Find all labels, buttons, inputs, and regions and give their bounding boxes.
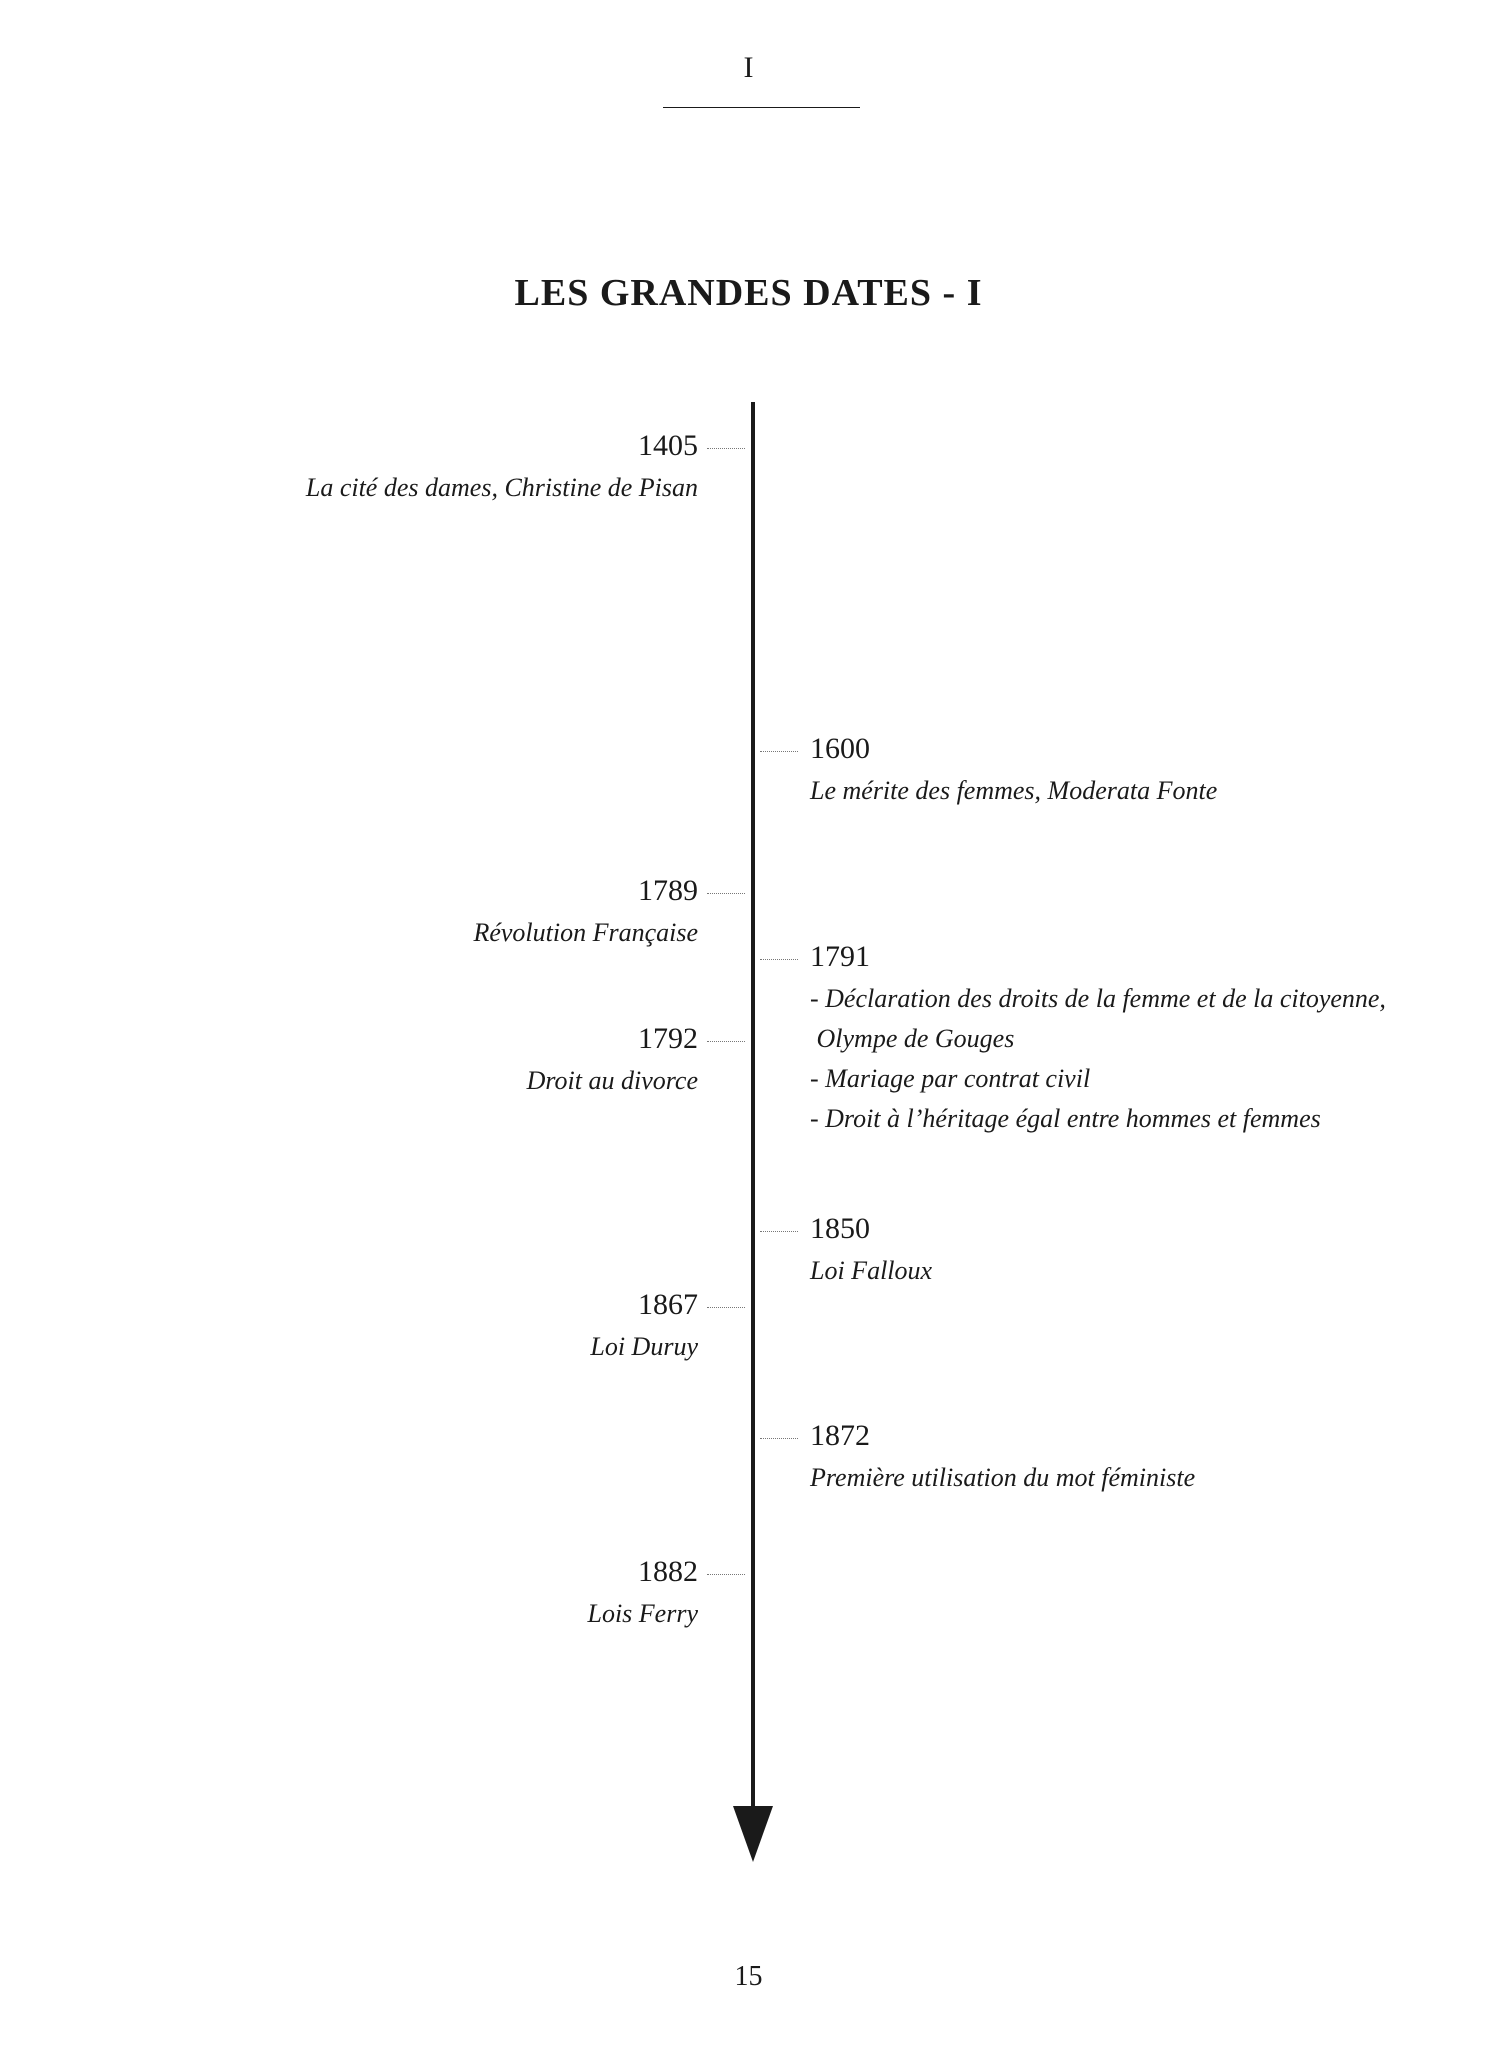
timeline-tick: [760, 959, 798, 960]
event-description-line: Première utilisation du mot féministe: [810, 1463, 1196, 1492]
timeline-tick: [707, 1041, 745, 1042]
timeline-event-left: [527, 1021, 698, 1101]
page-number: 15: [734, 1961, 763, 1992]
timeline-tick: [707, 448, 745, 449]
timeline-event-left: [590, 1287, 698, 1367]
timeline-tick: [707, 893, 745, 894]
chapter-number: I: [743, 51, 754, 84]
timeline-arrow-icon: [733, 1806, 773, 1862]
event-description: Loi Duruy: [590, 1332, 698, 1361]
timeline-tick: [760, 751, 798, 752]
timeline-tick: [707, 1307, 745, 1308]
event-description-line: Le mérite des femmes, Moderata Fonte: [810, 776, 1218, 805]
timeline-axis: [751, 402, 755, 1812]
timeline-tick: [707, 1574, 745, 1575]
page-title: LES GRANDES DATES - I: [514, 272, 983, 314]
event-description-line: Olympe de Gouges: [810, 1024, 1015, 1053]
event-year: 1405: [638, 429, 698, 462]
event-description: [810, 771, 1217, 811]
event-year: 1600: [810, 732, 870, 765]
event-description-line: Loi Falloux: [810, 1256, 933, 1285]
event-description-line: - Déclaration des droits de la femme et de la citoyenne,: [810, 984, 1386, 1013]
timeline-event-right: [810, 1418, 1195, 1498]
event-year: 1872: [810, 1419, 870, 1452]
event-year: 1882: [638, 1555, 698, 1588]
event-year: 1789: [638, 874, 698, 907]
event-description: [810, 1251, 932, 1291]
timeline-event-left: [473, 873, 698, 953]
event-description-line: - Droit à l’héritage égal entre hommes et femmes: [810, 1104, 1321, 1133]
event-year: 1867: [638, 1288, 698, 1321]
timeline-event-right: [810, 1211, 932, 1291]
event-description: Lois Ferry: [587, 1599, 698, 1628]
event-description: Révolution Française: [473, 918, 698, 947]
event-description: La cité des dames, Christine de Pisan: [305, 473, 698, 502]
event-year: 1850: [810, 1212, 870, 1245]
event-description: [810, 1458, 1195, 1498]
event-description: Droit au divorce: [526, 1066, 698, 1095]
timeline-tick: [760, 1231, 798, 1232]
event-description-line: - Mariage par contrat civil: [810, 1064, 1091, 1093]
event-description: [810, 979, 1386, 1139]
timeline-event-right: [810, 731, 1217, 811]
timeline-event-right: [810, 939, 1386, 1139]
timeline-tick: [760, 1438, 798, 1439]
event-year: 1792: [638, 1022, 698, 1055]
event-year: 1791: [810, 940, 870, 973]
timeline-event-left: [306, 428, 698, 508]
chapter-rule: [663, 107, 860, 108]
timeline-event-left: [588, 1554, 699, 1634]
